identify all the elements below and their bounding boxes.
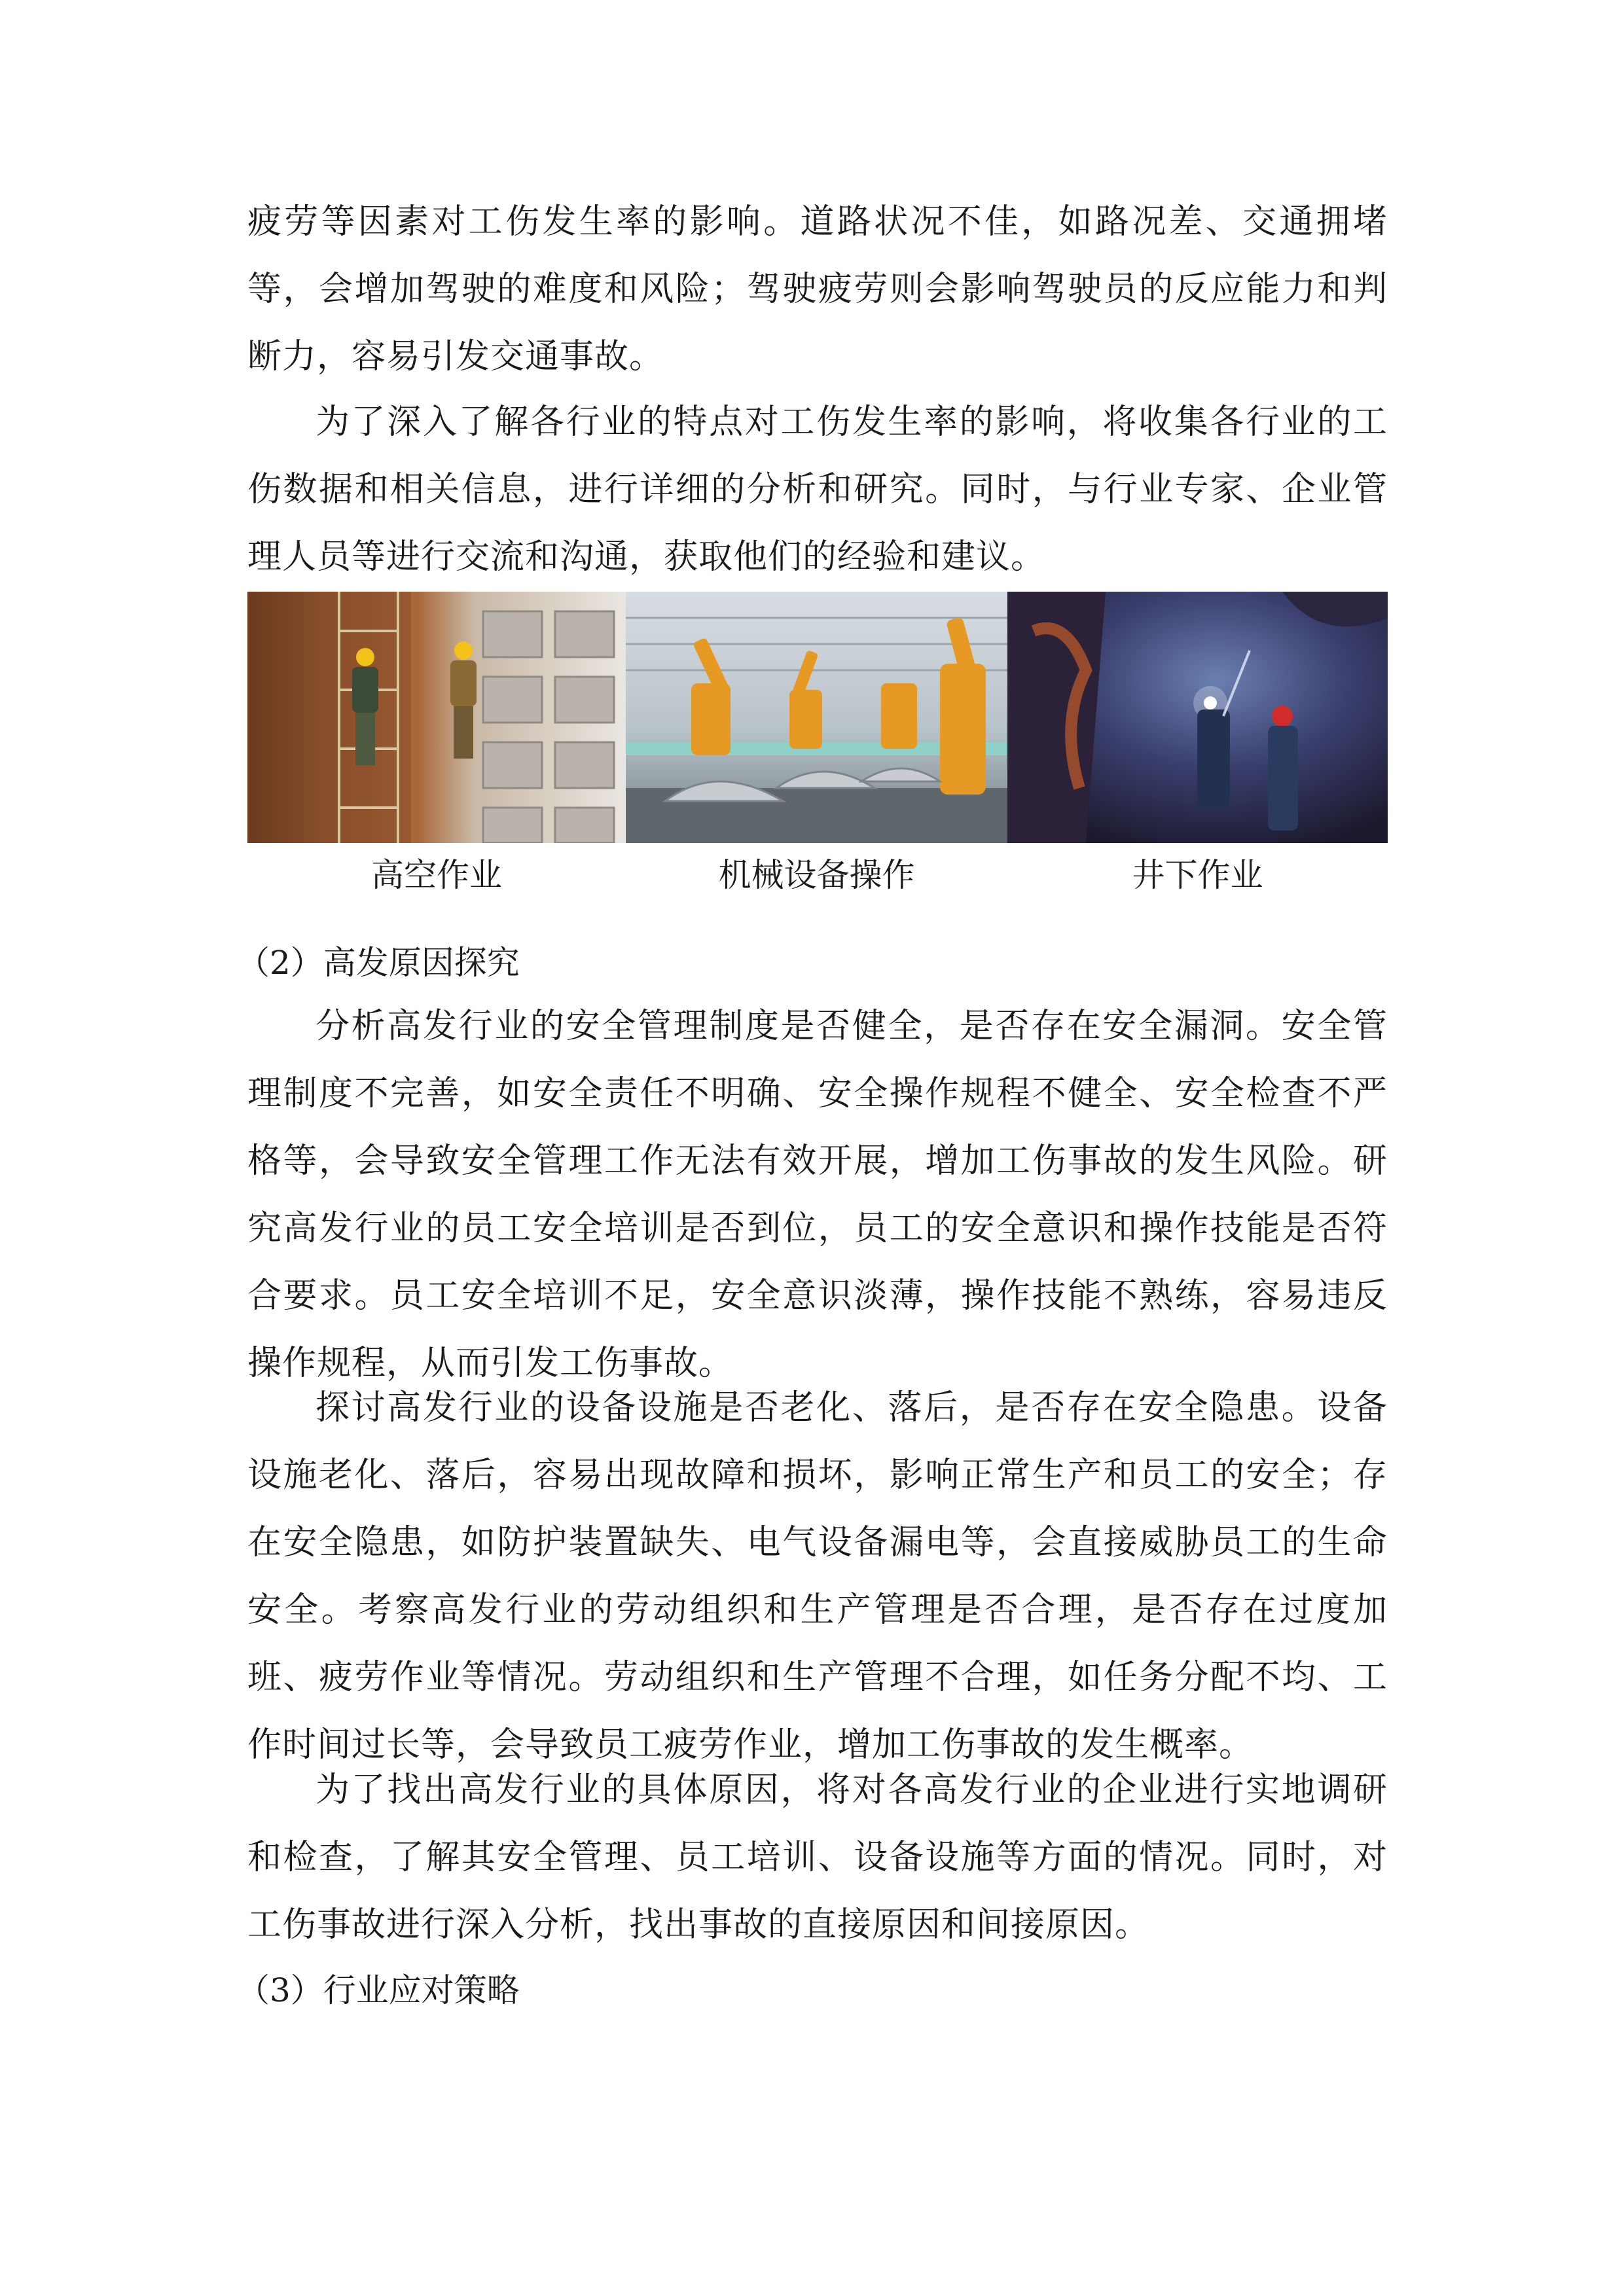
paragraph-field-research xyxy=(247,1757,1388,1959)
caption-machinery: 机械设备操作 xyxy=(718,856,915,894)
photo-underground-work xyxy=(1007,592,1388,843)
paragraph-text: 为了深入了解各行业的特点对工伤发生率的影响，将收集各行业的工伤数据和相关信息，进行详细的分析和研究。同时，与行业专家、企业管理人员等进行交流和沟通，获取他们的经验和建议。 xyxy=(247,403,1388,577)
paragraph-equipment-organization xyxy=(247,1374,1388,1779)
paragraph-text: 分析高发行业的安全管理制度是否健全，是否存在安全漏洞。安全管理制度不完善，如安全责任不明确、安全操作规程不健全、安全检查不严格等，会导致安全管理工作无法有效开展，增加工伤事故的发生风险。研究高发行业的员工安全培训是否到位，员工的安全意识和操作技能是否符合要求。员工安全培训不足，安全意识淡薄，操作技能不熟练，容易违反操作规程，从而引发工伤事故。 xyxy=(247,1007,1388,1383)
photo-machinery-operation xyxy=(626,592,1007,843)
section-heading-causes: （2）高发原因探究 xyxy=(237,944,520,982)
industry-photo-strip xyxy=(247,592,1388,843)
caption-high-altitude: 高空作业 xyxy=(371,856,502,894)
machinery-image xyxy=(626,592,1007,843)
paragraph-traffic-factors xyxy=(247,188,1388,391)
paragraph-data-collection xyxy=(247,389,1388,591)
paragraph-text: 为了找出高发行业的具体原因，将对各高发行业的企业进行实地调研和检查，了解其安全管理、员工培训、设备设施等方面的情况。同时，对工伤事故进行深入分析，找出事故的直接原因和间接原因。 xyxy=(247,1770,1388,1945)
photo-captions xyxy=(247,846,1388,905)
section-heading-strategies: （3）行业应对策略 xyxy=(237,1971,520,2009)
paragraph-text: 疲劳等因素对工伤发生率的影响。道路状况不佳，如路况差、交通拥堵等，会增加驾驶的难度和风险；驾驶疲劳则会影响驾驶员的反应能力和判断力，容易引发交通事故。 xyxy=(247,202,1388,376)
underground-image xyxy=(1007,592,1388,843)
high-altitude-image xyxy=(247,592,626,843)
photo-high-altitude-work xyxy=(247,592,626,843)
paragraph-text: 探讨高发行业的设备设施是否老化、落后，是否存在安全隐患。设备设施老化、落后，容易出现故障和损坏，影响正常生产和员工的安全；存在安全隐患，如防护装置缺失、电气设备漏电等，会直接威胁员工的生命安全。考察高发行业的劳动组织和生产管理是否合理，是否存在过度加班、疲劳作业等情况。劳动组织和生产管理不合理，如任务分配不均、工作时间过长等，会导致员工疲劳作业，增加工伤事故的发生概率。 xyxy=(247,1388,1388,1765)
paragraph-management-training xyxy=(247,993,1388,1397)
caption-underground: 井下作业 xyxy=(1132,856,1263,894)
